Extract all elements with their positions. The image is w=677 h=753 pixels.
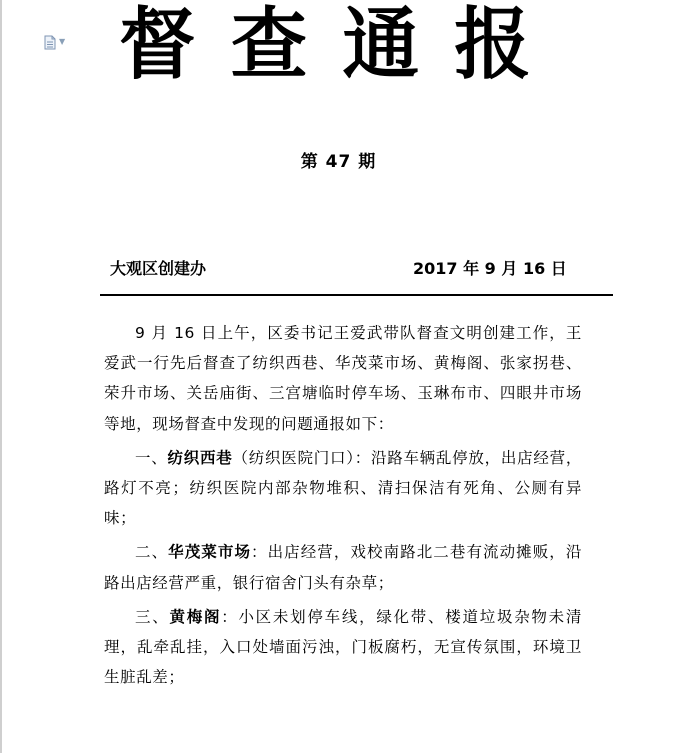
item-text: （纺织医院门口）：沿路车辆乱停放，出店经营，路灯不亮；纺织医院内部杂物堆积、清扫保洁有死角、公厕有异味；	[104, 448, 582, 528]
masthead-title: 督查通报	[119, 0, 566, 90]
header-divider	[100, 294, 613, 296]
chevron-down-icon: ▼	[59, 37, 66, 46]
item-place: 纺织西巷	[167, 448, 233, 467]
list-item	[104, 602, 582, 693]
item-prefix: 二、	[135, 543, 169, 562]
issue-number: 第 47 期	[300, 152, 377, 172]
list-item	[104, 537, 582, 597]
item-place: 华茂菜市场	[168, 543, 252, 562]
document-icon	[44, 35, 56, 50]
item-prefix: 一、	[135, 448, 168, 467]
item-prefix: 三、	[135, 607, 170, 626]
issuer-name: 大观区创建办	[110, 259, 207, 278]
issue-date: 2017 年 9 月 16 日	[413, 259, 567, 278]
document-menu[interactable]	[44, 34, 72, 50]
list-item	[104, 443, 582, 534]
page-left-border	[0, 0, 2, 753]
item-text: ：出店经营，戏校南路北二巷有流动摊贩，沿路出店经营严重，银行宿舍门头有杂草；	[104, 543, 582, 592]
item-text: ：小区未划停车线，绿化带、楼道垃圾杂物未清理，乱牵乱挂，入口处墙面污浊，门板腐朽，无宣传氛围，环境卫生脏乱差；	[104, 607, 583, 687]
intro-paragraph: 9 月 16 日上午，区委书记王爱武带队督查文明创建工作，王爱武一行先后督查了纺织西巷、华茂菜市场、黄梅阁、张家拐巷、荣升市场、关岳庙街、三宫塘临时停车场、玉琳布市、四眼井市场等地，现场督查中发现的问题通报如下：	[104, 324, 582, 433]
item-place: 黄梅阁	[169, 607, 222, 626]
report-body	[104, 318, 582, 696]
